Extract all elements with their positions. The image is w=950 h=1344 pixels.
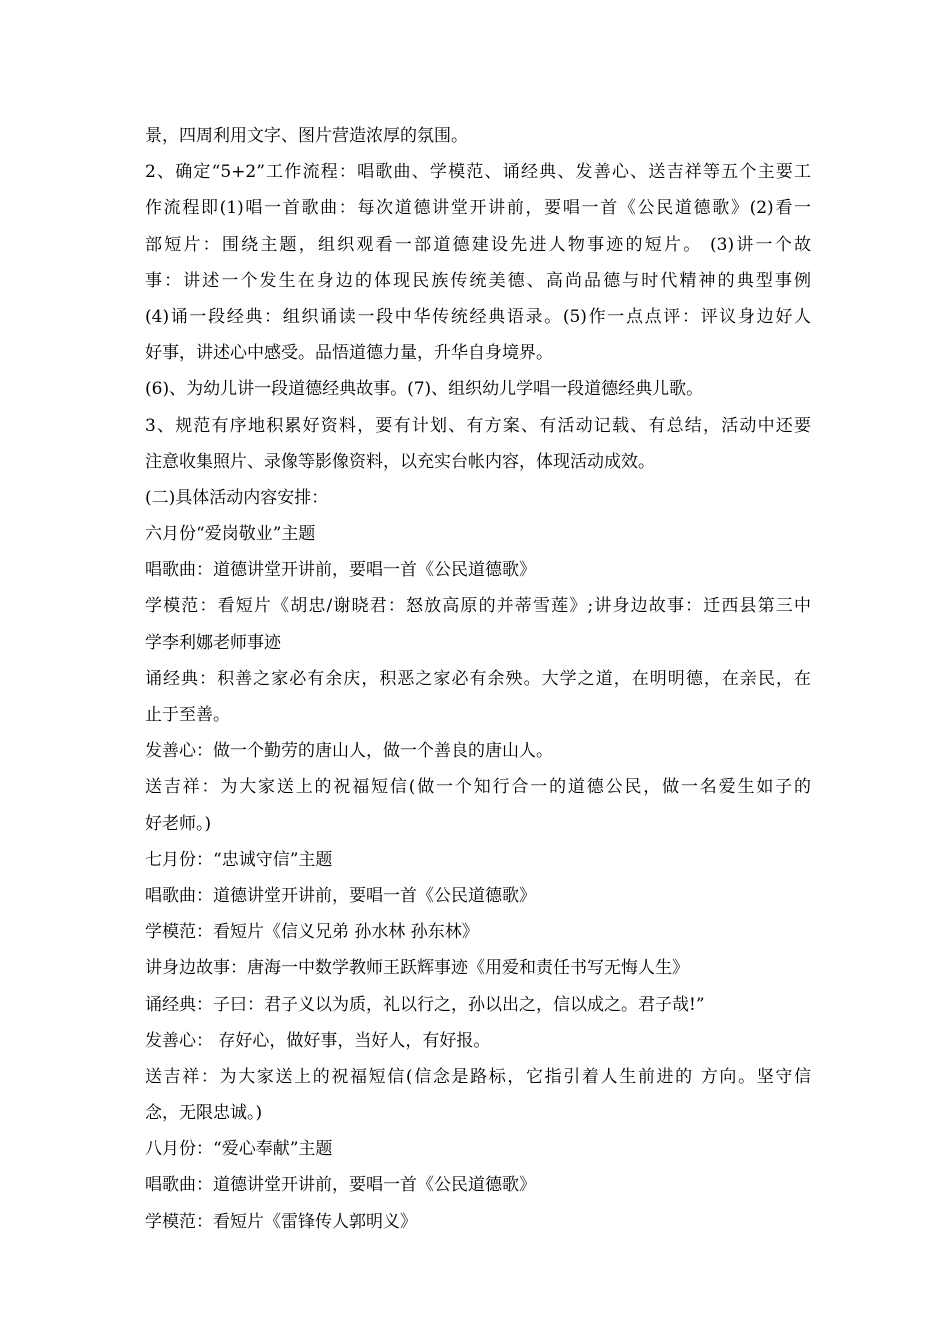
text-line: 诵经典：子曰：君子义以为质，礼以行之，孙以出之，信以成之。君子哉!” (145, 994, 705, 1015)
text-line: 止于至善。 (145, 705, 230, 725)
text-line: 送吉祥：为大家送上的祝福短信(做一个知行合一的道德公民，做一名爱生如子的 (145, 777, 811, 798)
text-line: 部短片：围绕主题，组织观看一部道德建设先进人物事迹的短片。 (3)讲一个故 (145, 234, 811, 255)
text-line: 唱歌曲：道德讲堂开讲前，要唱一首《公民道德歌》 (145, 560, 536, 581)
text-line: 发善心： 存好心，做好事，当好人，有好报。 (145, 1030, 491, 1051)
text-line: 讲身边故事：唐海一中数学教师王跃辉事迹《用爱和责任书写无悔人生》 (145, 958, 689, 979)
text-line: 送吉祥：为大家送上的祝福短信(信念是路标，它指引着人生前进的 方向。坚守信 (145, 1066, 811, 1087)
text-line: 七月份：“忠诚守信”主题 (145, 849, 333, 870)
text-line: 唱歌曲：道德讲堂开讲前，要唱一首《公民道德歌》 (145, 1175, 536, 1196)
text-line: (二)具体活动内容安排： (145, 487, 329, 508)
text-line: (4)诵一段经典：组织诵读一段中华传统经典语录。(5)作一点点评：评议身边好人 (145, 306, 811, 327)
text-line: 3、规范有序地积累好资料，要有计划、有方案、有活动记载、有总结，活动中还要 (145, 415, 811, 436)
text-line: 学模范：看短片《雷锋传人郭明义》 (145, 1211, 417, 1232)
document-page (145, 118, 811, 1240)
text-line: 好老师。) (145, 813, 212, 834)
text-line: 景，四周利用文字、图片营造浓厚的氛围。 (145, 126, 468, 146)
text-line: 事：讲述一个发生在身边的体现民族传统美德、高尚品德与时代精神的典型事例 (145, 270, 811, 291)
text-line: 2、确定“5+2”工作流程：唱歌曲、学模范、诵经典、发善心、送吉祥等五个主要工 (145, 162, 811, 183)
text-line: 学李利娜老师事迹 (145, 632, 281, 653)
text-line: 学模范：看短片《信义兄弟 孙水林 孙东林》 (145, 922, 479, 943)
text-line: 唱歌曲：道德讲堂开讲前，要唱一首《公民道德歌》 (145, 885, 536, 906)
text-line: 好事，讲述心中感受。品悟道德力量，升华自身境界。 (145, 343, 553, 364)
text-line: 注意收集照片、录像等影像资料，以充实台帐内容，体现活动成效。 (145, 451, 655, 472)
text-line: 发善心：做一个勤劳的唐山人，做一个善良的唐山人。 (145, 741, 553, 762)
text-line: 作流程即(1)唱一首歌曲：每次道德讲堂开讲前，要唱一首《公民道德歌》(2)看一 (145, 198, 811, 219)
text-line: 念，无限忠诚。) (145, 1103, 263, 1124)
text-line: 八月份：“爱心奉献”主题 (145, 1139, 333, 1160)
text-line: 六月份“爱岗敬业”主题 (145, 524, 316, 545)
text-line: 学模范：看短片《胡忠/谢晓君：怒放高原的并蒂雪莲》;讲身边故事：迁西县第三中 (145, 596, 811, 617)
text-line: (6)、为幼儿讲一段道德经典故事。(7)、组织幼儿学唱一段道德经典儿歌。 (145, 379, 704, 400)
text-line: 诵经典：积善之家必有余庆，积恶之家必有余殃。大学之道，在明明德，在亲民，在 (145, 668, 811, 689)
